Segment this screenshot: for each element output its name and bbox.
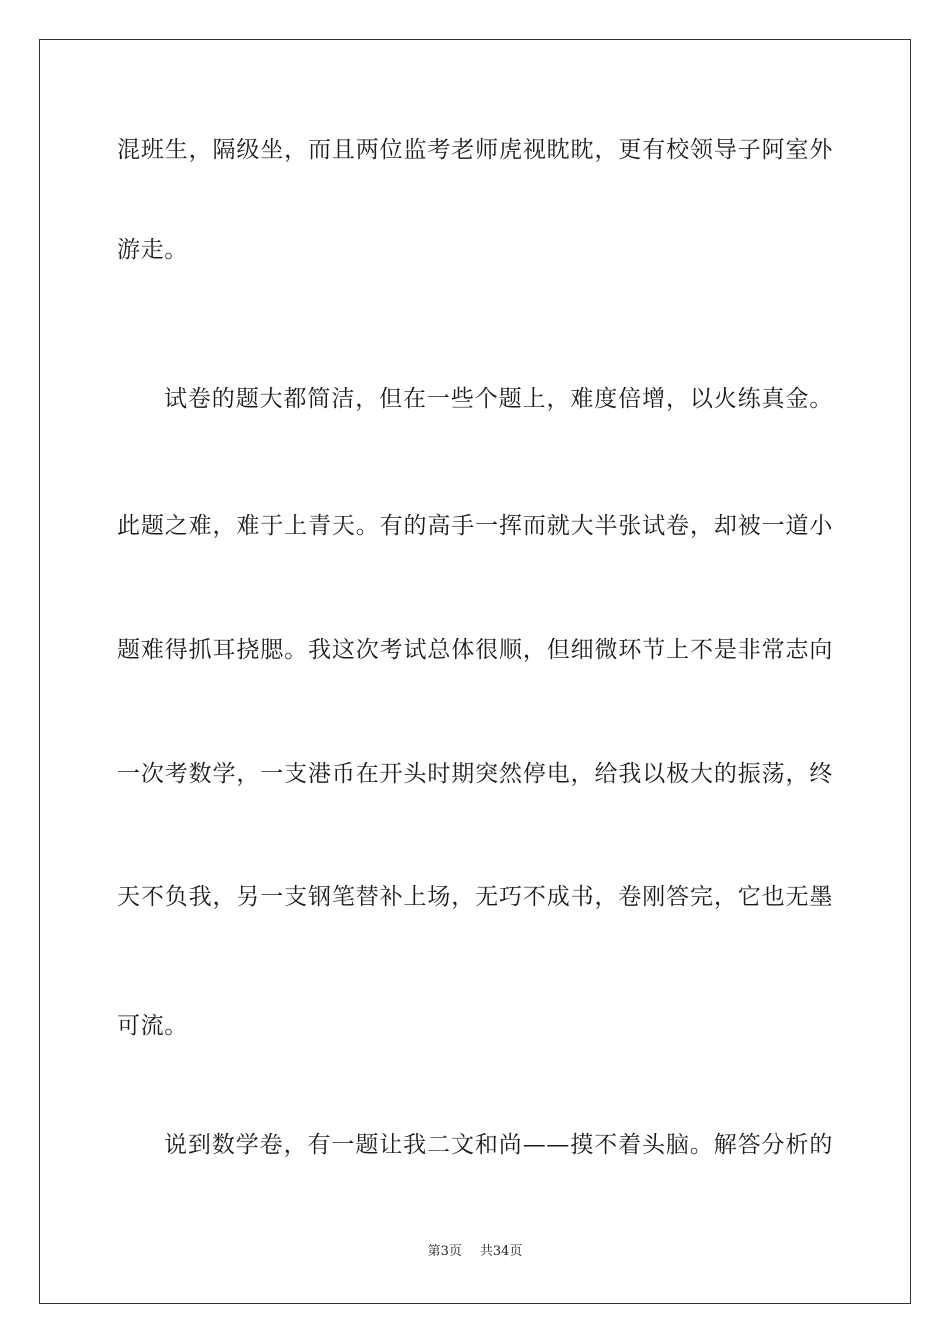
text-line-8: 可流。 [117,1013,188,1039]
text-line-3: 试卷的题大都简洁，但在一些个题上，难度倍增，以火练真金。 [164,386,833,412]
text-line-4: 此题之难，难于上青天。有的高手一挥而就大半张试卷，却被一道小 [117,513,833,539]
text-line-6: 一次考数学，一支港币在开头时期突然停电，给我以极大的振荡，终 [117,761,833,787]
text-line-2: 游走。 [117,237,188,263]
text-line-1: 混班生，隔级坐，而且两位监考老师虎视眈眈，更有校领导子阿室外 [117,137,833,163]
text-line-7: 天不负我，另一支钢笔替补上场，无巧不成书，卷刚答完，它也无墨 [117,884,833,910]
text-line-5: 题难得抓耳挠腮。我这次考试总体很顺，但细微环节上不是非常志向 [117,637,833,663]
current-page-label: 第3页 [427,1244,462,1259]
total-pages-label: 共34页 [479,1244,523,1259]
page-footer [0,1242,950,1262]
page-border [39,39,911,1304]
text-line-9: 说到数学卷，有一题让我二文和尚——摸不着头脑。解答分析的 [164,1132,833,1158]
